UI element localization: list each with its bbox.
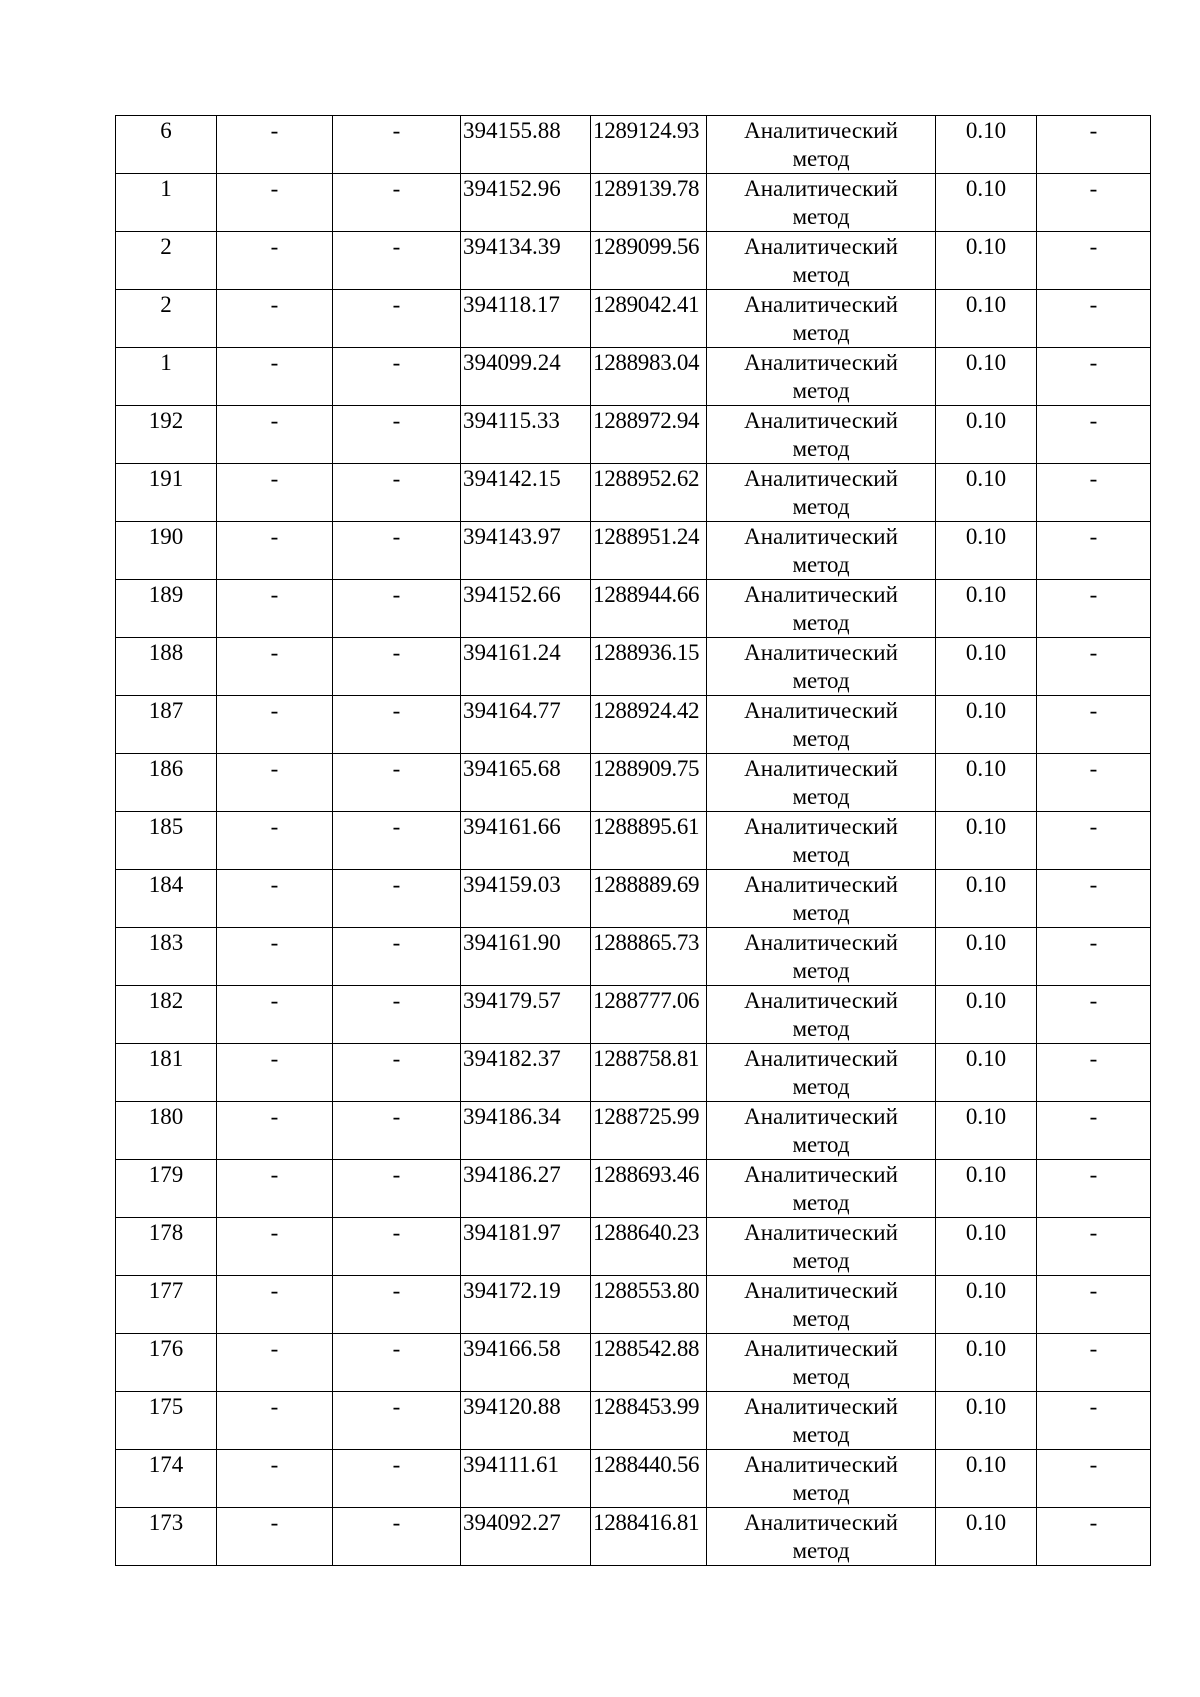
empty-dash-cell: - (217, 1334, 333, 1392)
coord-y-cell: 1288777.06 (591, 986, 707, 1044)
empty-dash-cell: - (1037, 928, 1151, 986)
point-number-cell: 188 (116, 638, 217, 696)
empty-dash-cell: - (217, 696, 333, 754)
empty-dash-cell: - (333, 116, 461, 174)
accuracy-cell: 0.10 (936, 522, 1037, 580)
coord-y-cell: 1288542.88 (591, 1334, 707, 1392)
empty-dash-cell: - (217, 928, 333, 986)
method-cell: Аналитический метод (707, 638, 936, 696)
method-cell: Аналитический метод (707, 290, 936, 348)
point-number-cell: 185 (116, 812, 217, 870)
coord-x-cell: 394161.24 (461, 638, 591, 696)
point-number-cell: 191 (116, 464, 217, 522)
empty-dash-cell: - (333, 1276, 461, 1334)
table-row (116, 638, 1151, 696)
empty-dash-cell: - (1037, 232, 1151, 290)
empty-dash-cell: - (1037, 1508, 1151, 1566)
point-number-cell: 186 (116, 754, 217, 812)
coord-y-cell: 1288944.66 (591, 580, 707, 638)
empty-dash-cell: - (1037, 522, 1151, 580)
coord-y-cell: 1288865.73 (591, 928, 707, 986)
empty-dash-cell: - (333, 1392, 461, 1450)
table-row (116, 870, 1151, 928)
table-row (116, 290, 1151, 348)
empty-dash-cell: - (333, 638, 461, 696)
coord-x-cell: 394181.97 (461, 1218, 591, 1276)
empty-dash-cell: - (217, 638, 333, 696)
coord-y-cell: 1288416.81 (591, 1508, 707, 1566)
coord-y-cell: 1288693.46 (591, 1160, 707, 1218)
point-number-cell: 184 (116, 870, 217, 928)
empty-dash-cell: - (333, 580, 461, 638)
point-number-cell: 173 (116, 1508, 217, 1566)
empty-dash-cell: - (333, 754, 461, 812)
method-cell: Аналитический метод (707, 1508, 936, 1566)
coord-y-cell: 1288895.61 (591, 812, 707, 870)
empty-dash-cell: - (333, 812, 461, 870)
accuracy-cell: 0.10 (936, 986, 1037, 1044)
method-cell: Аналитический метод (707, 406, 936, 464)
empty-dash-cell: - (333, 928, 461, 986)
empty-dash-cell: - (1037, 116, 1151, 174)
method-cell: Аналитический метод (707, 232, 936, 290)
table-row (116, 406, 1151, 464)
point-number-cell: 176 (116, 1334, 217, 1392)
point-number-cell: 182 (116, 986, 217, 1044)
table-row (116, 986, 1151, 1044)
point-number-cell: 189 (116, 580, 217, 638)
empty-dash-cell: - (217, 174, 333, 232)
empty-dash-cell: - (217, 232, 333, 290)
empty-dash-cell: - (217, 464, 333, 522)
method-cell: Аналитический метод (707, 870, 936, 928)
empty-dash-cell: - (333, 1450, 461, 1508)
table-row (116, 1102, 1151, 1160)
empty-dash-cell: - (333, 174, 461, 232)
coord-y-cell: 1288453.99 (591, 1392, 707, 1450)
empty-dash-cell: - (1037, 870, 1151, 928)
empty-dash-cell: - (1037, 290, 1151, 348)
point-number-cell: 183 (116, 928, 217, 986)
empty-dash-cell: - (217, 870, 333, 928)
coord-x-cell: 394120.88 (461, 1392, 591, 1450)
point-number-cell: 187 (116, 696, 217, 754)
accuracy-cell: 0.10 (936, 348, 1037, 406)
empty-dash-cell: - (1037, 986, 1151, 1044)
coord-y-cell: 1288936.15 (591, 638, 707, 696)
empty-dash-cell: - (1037, 406, 1151, 464)
method-cell: Аналитический метод (707, 1102, 936, 1160)
method-cell: Аналитический метод (707, 1160, 936, 1218)
point-number-cell: 2 (116, 290, 217, 348)
table-row (116, 174, 1151, 232)
method-cell: Аналитический метод (707, 1392, 936, 1450)
accuracy-cell: 0.10 (936, 1160, 1037, 1218)
empty-dash-cell: - (333, 232, 461, 290)
empty-dash-cell: - (333, 290, 461, 348)
coord-x-cell: 394166.58 (461, 1334, 591, 1392)
coordinates-table (115, 115, 1151, 1566)
coord-y-cell: 1288924.42 (591, 696, 707, 754)
accuracy-cell: 0.10 (936, 1218, 1037, 1276)
empty-dash-cell: - (217, 1450, 333, 1508)
empty-dash-cell: - (217, 1276, 333, 1334)
method-cell: Аналитический метод (707, 1218, 936, 1276)
table-row (116, 696, 1151, 754)
empty-dash-cell: - (217, 1218, 333, 1276)
empty-dash-cell: - (333, 406, 461, 464)
table-row (116, 580, 1151, 638)
table-row (116, 812, 1151, 870)
empty-dash-cell: - (1037, 1044, 1151, 1102)
empty-dash-cell: - (1037, 1450, 1151, 1508)
table-row (116, 1160, 1151, 1218)
accuracy-cell: 0.10 (936, 1450, 1037, 1508)
coord-y-cell: 1289139.78 (591, 174, 707, 232)
empty-dash-cell: - (217, 290, 333, 348)
method-cell: Аналитический метод (707, 174, 936, 232)
accuracy-cell: 0.10 (936, 638, 1037, 696)
empty-dash-cell: - (333, 696, 461, 754)
empty-dash-cell: - (333, 1334, 461, 1392)
accuracy-cell: 0.10 (936, 696, 1037, 754)
accuracy-cell: 0.10 (936, 290, 1037, 348)
method-cell: Аналитический метод (707, 754, 936, 812)
coord-x-cell: 394186.34 (461, 1102, 591, 1160)
coord-x-cell: 394115.33 (461, 406, 591, 464)
table-row (116, 1508, 1151, 1566)
empty-dash-cell: - (1037, 1334, 1151, 1392)
coord-y-cell: 1288951.24 (591, 522, 707, 580)
table-row (116, 1276, 1151, 1334)
empty-dash-cell: - (1037, 696, 1151, 754)
coord-x-cell: 394159.03 (461, 870, 591, 928)
coord-y-cell: 1289099.56 (591, 232, 707, 290)
accuracy-cell: 0.10 (936, 928, 1037, 986)
coord-x-cell: 394099.24 (461, 348, 591, 406)
method-cell: Аналитический метод (707, 580, 936, 638)
coord-x-cell: 394172.19 (461, 1276, 591, 1334)
point-number-cell: 177 (116, 1276, 217, 1334)
empty-dash-cell: - (1037, 754, 1151, 812)
empty-dash-cell: - (333, 348, 461, 406)
table-row (116, 232, 1151, 290)
coord-y-cell: 1288889.69 (591, 870, 707, 928)
coord-y-cell: 1289042.41 (591, 290, 707, 348)
coord-x-cell: 394161.90 (461, 928, 591, 986)
coord-y-cell: 1288640.23 (591, 1218, 707, 1276)
point-number-cell: 179 (116, 1160, 217, 1218)
table-row (116, 464, 1151, 522)
empty-dash-cell: - (1037, 1276, 1151, 1334)
empty-dash-cell: - (333, 870, 461, 928)
point-number-cell: 175 (116, 1392, 217, 1450)
empty-dash-cell: - (217, 1508, 333, 1566)
method-cell: Аналитический метод (707, 116, 936, 174)
coord-x-cell: 394186.27 (461, 1160, 591, 1218)
table-row (116, 1334, 1151, 1392)
empty-dash-cell: - (217, 1044, 333, 1102)
accuracy-cell: 0.10 (936, 116, 1037, 174)
empty-dash-cell: - (333, 522, 461, 580)
method-cell: Аналитический метод (707, 522, 936, 580)
accuracy-cell: 0.10 (936, 1044, 1037, 1102)
coord-x-cell: 394164.77 (461, 696, 591, 754)
accuracy-cell: 0.10 (936, 1392, 1037, 1450)
table-row (116, 1450, 1151, 1508)
accuracy-cell: 0.10 (936, 1102, 1037, 1160)
coord-x-cell: 394118.17 (461, 290, 591, 348)
method-cell: Аналитический метод (707, 1044, 936, 1102)
method-cell: Аналитический метод (707, 812, 936, 870)
point-number-cell: 1 (116, 174, 217, 232)
empty-dash-cell: - (333, 1218, 461, 1276)
coord-y-cell: 1288983.04 (591, 348, 707, 406)
coord-x-cell: 394179.57 (461, 986, 591, 1044)
empty-dash-cell: - (1037, 348, 1151, 406)
table-row (116, 928, 1151, 986)
accuracy-cell: 0.10 (936, 1334, 1037, 1392)
empty-dash-cell: - (1037, 1218, 1151, 1276)
table-row (116, 348, 1151, 406)
coord-x-cell: 394152.66 (461, 580, 591, 638)
empty-dash-cell: - (217, 522, 333, 580)
point-number-cell: 190 (116, 522, 217, 580)
table-row (116, 1044, 1151, 1102)
empty-dash-cell: - (333, 986, 461, 1044)
empty-dash-cell: - (1037, 638, 1151, 696)
empty-dash-cell: - (217, 348, 333, 406)
table-body (116, 116, 1151, 1566)
empty-dash-cell: - (1037, 464, 1151, 522)
coord-x-cell: 394134.39 (461, 232, 591, 290)
method-cell: Аналитический метод (707, 696, 936, 754)
accuracy-cell: 0.10 (936, 406, 1037, 464)
point-number-cell: 1 (116, 348, 217, 406)
point-number-cell: 180 (116, 1102, 217, 1160)
empty-dash-cell: - (333, 1160, 461, 1218)
accuracy-cell: 0.10 (936, 174, 1037, 232)
method-cell: Аналитический метод (707, 928, 936, 986)
point-number-cell: 174 (116, 1450, 217, 1508)
coord-y-cell: 1288909.75 (591, 754, 707, 812)
method-cell: Аналитический метод (707, 348, 936, 406)
method-cell: Аналитический метод (707, 986, 936, 1044)
empty-dash-cell: - (1037, 1392, 1151, 1450)
table-row (116, 522, 1151, 580)
method-cell: Аналитический метод (707, 1450, 936, 1508)
table-row (116, 754, 1151, 812)
empty-dash-cell: - (217, 406, 333, 464)
empty-dash-cell: - (1037, 174, 1151, 232)
coord-x-cell: 394165.68 (461, 754, 591, 812)
point-number-cell: 6 (116, 116, 217, 174)
empty-dash-cell: - (1037, 812, 1151, 870)
empty-dash-cell: - (333, 1102, 461, 1160)
empty-dash-cell: - (1037, 580, 1151, 638)
empty-dash-cell: - (217, 116, 333, 174)
coord-y-cell: 1288758.81 (591, 1044, 707, 1102)
point-number-cell: 2 (116, 232, 217, 290)
accuracy-cell: 0.10 (936, 1508, 1037, 1566)
coord-y-cell: 1289124.93 (591, 116, 707, 174)
accuracy-cell: 0.10 (936, 232, 1037, 290)
coord-y-cell: 1288553.80 (591, 1276, 707, 1334)
table-row (116, 1392, 1151, 1450)
empty-dash-cell: - (1037, 1160, 1151, 1218)
coord-x-cell: 394142.15 (461, 464, 591, 522)
empty-dash-cell: - (333, 1044, 461, 1102)
empty-dash-cell: - (217, 1160, 333, 1218)
empty-dash-cell: - (217, 986, 333, 1044)
empty-dash-cell: - (217, 1102, 333, 1160)
method-cell: Аналитический метод (707, 1334, 936, 1392)
coord-x-cell: 394161.66 (461, 812, 591, 870)
coord-x-cell: 394152.96 (461, 174, 591, 232)
method-cell: Аналитический метод (707, 464, 936, 522)
coord-x-cell: 394182.37 (461, 1044, 591, 1102)
empty-dash-cell: - (217, 812, 333, 870)
accuracy-cell: 0.10 (936, 464, 1037, 522)
table-row (116, 116, 1151, 174)
table-row (116, 1218, 1151, 1276)
accuracy-cell: 0.10 (936, 870, 1037, 928)
coord-x-cell: 394111.61 (461, 1450, 591, 1508)
empty-dash-cell: - (1037, 1102, 1151, 1160)
accuracy-cell: 0.10 (936, 754, 1037, 812)
point-number-cell: 192 (116, 406, 217, 464)
coord-y-cell: 1288972.94 (591, 406, 707, 464)
coord-y-cell: 1288725.99 (591, 1102, 707, 1160)
coord-x-cell: 394155.88 (461, 116, 591, 174)
empty-dash-cell: - (217, 754, 333, 812)
empty-dash-cell: - (333, 464, 461, 522)
coord-x-cell: 394092.27 (461, 1508, 591, 1566)
method-cell: Аналитический метод (707, 1276, 936, 1334)
accuracy-cell: 0.10 (936, 1276, 1037, 1334)
empty-dash-cell: - (217, 580, 333, 638)
coord-y-cell: 1288952.62 (591, 464, 707, 522)
accuracy-cell: 0.10 (936, 812, 1037, 870)
point-number-cell: 181 (116, 1044, 217, 1102)
coord-x-cell: 394143.97 (461, 522, 591, 580)
coord-y-cell: 1288440.56 (591, 1450, 707, 1508)
empty-dash-cell: - (333, 1508, 461, 1566)
empty-dash-cell: - (217, 1392, 333, 1450)
point-number-cell: 178 (116, 1218, 217, 1276)
accuracy-cell: 0.10 (936, 580, 1037, 638)
